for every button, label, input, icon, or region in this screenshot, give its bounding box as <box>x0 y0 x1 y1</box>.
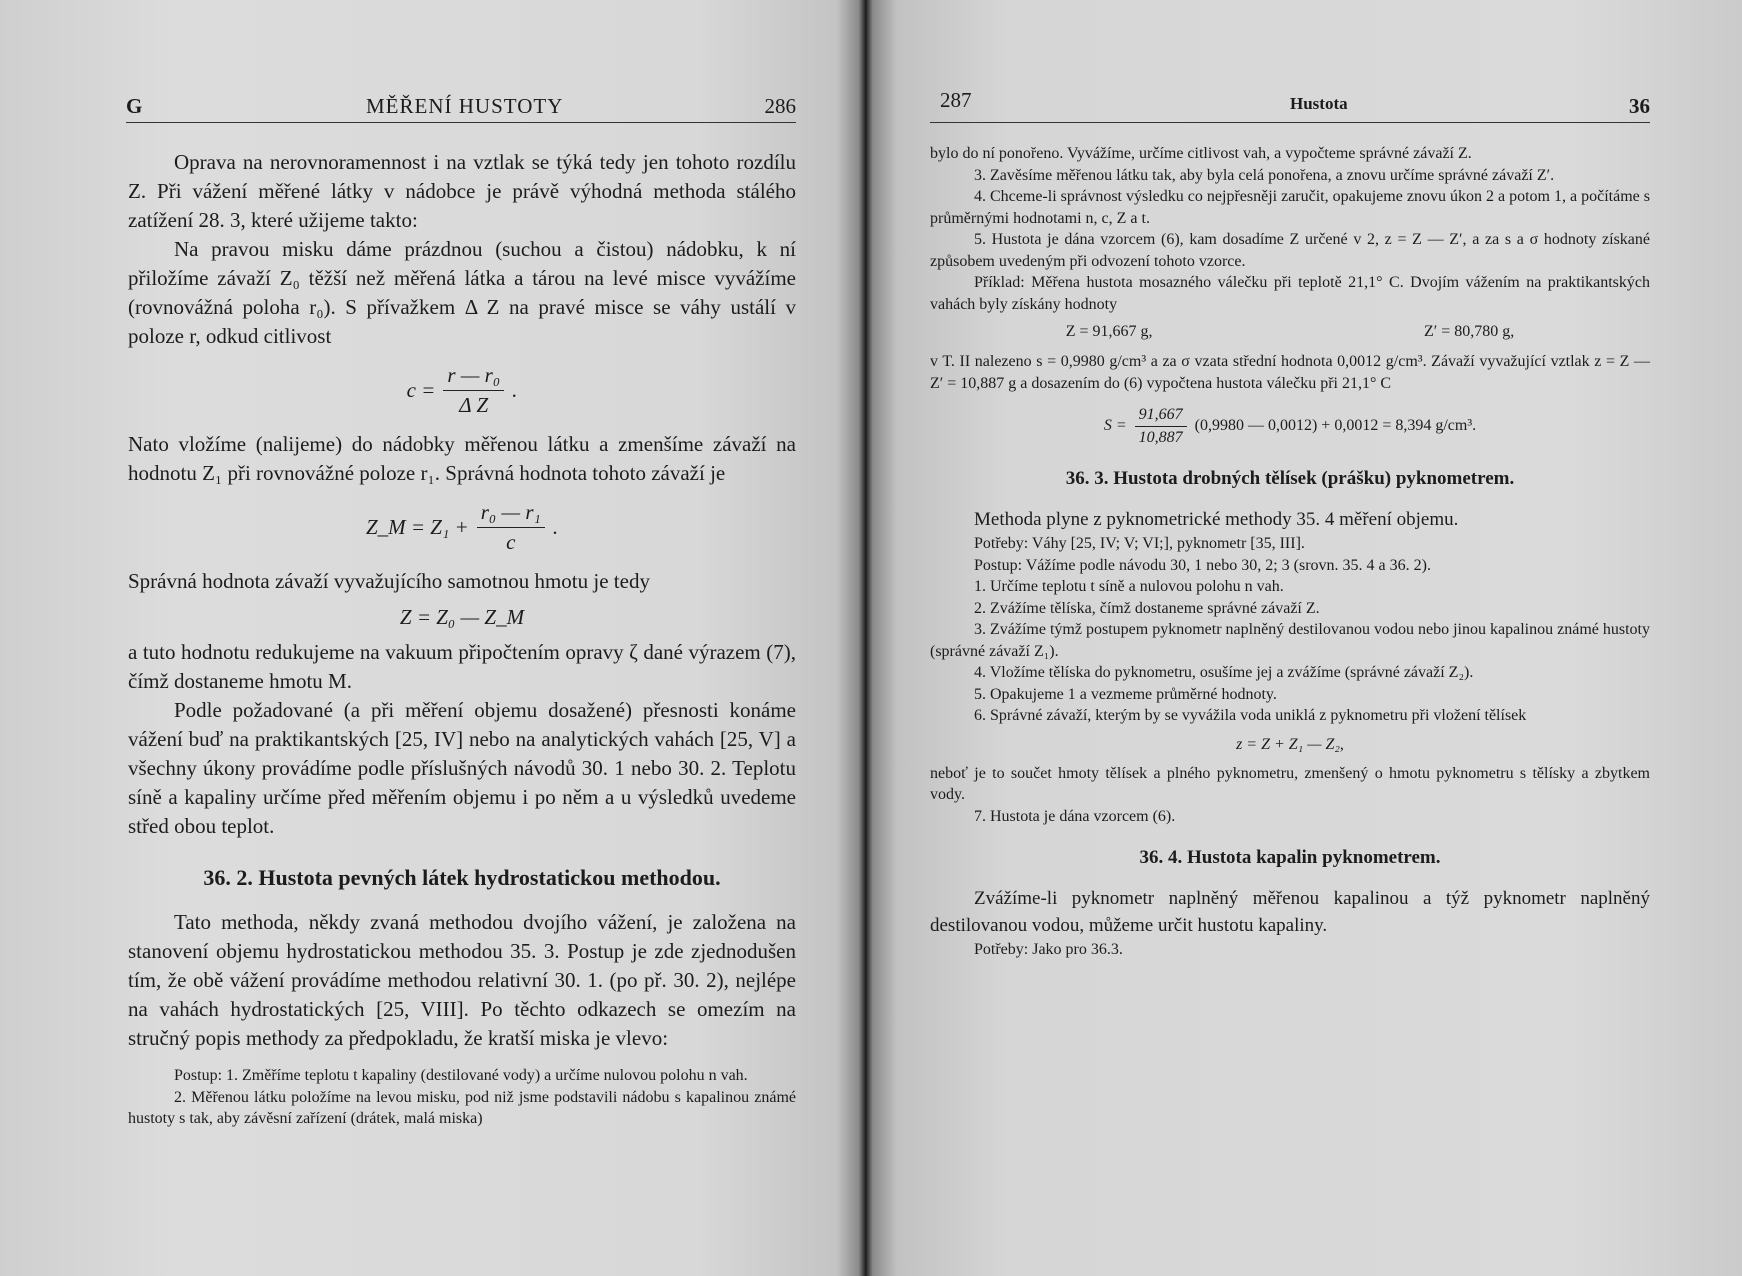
paragraph: neboť je to součet hmoty tělísek a plného pyknometru, zmenšený o hmotu pyknometru s tělísky a zbytkem vody. <box>930 764 1650 803</box>
procedure-step: 6. Správné závaží, kterým by se vyvážila voda uniklá z pyknometru při vložení tělísek <box>974 707 1527 724</box>
formula-denominator: c <box>506 530 516 554</box>
formula-numerator: 91,667 <box>1135 404 1187 427</box>
formula-lhs: c = <box>406 378 436 402</box>
paragraph: Podle požadované (a při měření objemu dosažené) přesnosti konáme vážení buď na praktikantských [25, IV] nebo na analytických vahách [25, V] a všechny úkony provádíme podle příslušných návodů 30. 1 nebo 30. 2. Teplotu síně a kapaliny určíme před měřením objemu i po něm a u výsledků uvedeme střed obou teplot. <box>128 698 796 838</box>
paragraph: bylo do ní ponořeno. Vyvážíme, určíme citlivost vah, a vypočteme správné závaží Z. <box>930 145 1472 162</box>
formula-fraction <box>443 361 504 420</box>
procedure-step: Postup: 1. Změříme teplotu t kapaliny (destilované vody) a určíme nulovou polohu n vah. <box>174 1067 748 1084</box>
procedure-step: 5. Opakujeme 1 a vezmeme průměrné hodnoty. <box>974 685 1277 703</box>
paragraph: Na pravou misku dáme prázdnou (suchou a čistou) nádobku, k ní přiložíme závaží Z₀ těžší než měřená látka a tárou na levé misce vyvážíme (rovnovážná poloha r₀). S přívažkem Δ Z na pravé misce se váhy ustálí v poloze r, odkud citlivost <box>128 237 796 348</box>
running-title: MĚŘENÍ HUSTOTY <box>366 94 564 118</box>
procedure-step: 1. Určíme teplotu t síně a nulovou polohu n vah. <box>974 578 1284 595</box>
page-number: 287 <box>940 88 972 112</box>
formula-end: . <box>552 515 559 539</box>
formula-denominator: 10,887 <box>1138 428 1183 446</box>
formula-numerator: r₀ — r₁ <box>477 498 545 528</box>
formula-z: Z = Z₀ — Z_M <box>399 605 525 629</box>
procedure-step: 2. Měřenou látku položíme na levou misku, pod niž jsme podstavili nádobu s kapalinou známé hustoty s tak, aby závěsní zařízení (drátek, malá miska) <box>128 1088 796 1127</box>
paragraph: Oprava na nerovnoramennost i na vztlak se týká tedy jen tohoto rozdílu Z. Při vážení měřené látky v nádobce je právě výhodná methoda stálého zatížení 28. 3, které užijeme takto: <box>128 150 796 232</box>
measured-values <box>930 323 1650 341</box>
paragraph: Tato methoda, někdy zvaná methodou dvojího vážení, je založena na stanovení objemu hydrostatickou methodou 35. 3. Postup je zde zjednodušen tím, že obě vážení provádíme methodou relativní 30. 1. (po př. 30. 2), nejlépe na vahách hydrostatických [25, VIII]. Po těchto odkazech se omezím na stručný popis methody za předpokladu, že kratší miska je vlevo: <box>128 910 796 1050</box>
formula-sensitivity <box>128 361 796 420</box>
formula-end: . <box>512 378 518 402</box>
section-heading: 36. 3. Hustota drobných tělísek (prášku) pyknometrem. <box>1065 468 1515 489</box>
formula-density <box>930 404 1650 448</box>
requirements: Potřeby: Jako pro 36.3. <box>974 941 1123 958</box>
procedure-step: 2. Zvážíme tělíska, čímž dostaneme správné závaží Z. <box>974 599 1320 617</box>
formula-fraction <box>1135 404 1187 448</box>
requirements: Potřeby: Váhy [25, IV; V; VI;], pyknometr [35, III]. <box>974 535 1305 552</box>
value-z: Z = 91,667 g, <box>1065 323 1153 340</box>
procedure-step: 4. Vložíme tělíska do pyknometru, osušíme jej a zvážíme (správné závaží Z₂). <box>974 664 1474 681</box>
paragraph: Nato vložíme (nalijeme) do nádobky měřenou látku a zmenšíme závaží na hodnotu Z₁ při rovnovážné poloze r₁. Správná hodnota tohoto závaží je <box>128 432 796 485</box>
page-number: 286 <box>764 94 796 118</box>
paragraph: Správná hodnota závaží vyvažujícího samotnou hmotu je tedy <box>128 569 650 593</box>
formula-lhs: Z_M = Z₁ + <box>365 515 469 539</box>
formula-numerator: r — r₀ <box>443 361 504 391</box>
procedure-step: 7. Hustota je dána vzorcem (6). <box>974 807 1176 825</box>
example-paragraph: Příklad: Měřena hustota mosazného válečku při teplotě 21,1° C. Dvojím vážením na praktikantských vahách byly získány hodnoty <box>930 274 1650 313</box>
section-letter: G <box>126 94 143 118</box>
procedure-step: 3. Zavěsíme měřenou látku tak, aby byla celá ponořena, a znovu určíme správné závaží Z′. <box>974 166 1555 184</box>
paragraph: a tuto hodnotu redukujeme na vakuum připočtením opravy ζ dané výrazem (7), čímž dostaneme hmotu M. <box>128 640 796 693</box>
left-page-body <box>128 148 796 1130</box>
formula-fraction <box>477 498 545 557</box>
right-page-header <box>930 88 1650 123</box>
procedure-step: 3. Zvážíme týmž postupem pyknometr naplněný destilovanou vodou nebo jinou kapalinou známé hustoty (správné závaží Z₁). <box>930 621 1650 660</box>
section-heading: 36. 4. Hustota kapalin pyknometrem. <box>1139 847 1441 868</box>
procedure-step: 4. Chceme-li správnost výsledku co nejpřesněji zaručit, opakujeme znovu úkon 2 a potom 1, a počítáme s průměrnými hodnotami n, c, Z a t. <box>930 188 1650 227</box>
paragraph: Zvážíme-li pyknometr naplněný měřenou kapalinou a týž pyknometr naplněný destilovanou vodou, můžeme určit hustotu kapaliny. <box>930 888 1650 936</box>
right-page <box>880 0 1742 1276</box>
formula-lhs: S = <box>1103 417 1127 435</box>
section-number: 36 <box>1629 94 1650 118</box>
formula-z-sum: z = Z + Z₁ — Z₂, <box>1236 735 1344 753</box>
paragraph: Methoda plyne z pyknometrické methody 35. 4 měření objemu. <box>974 509 1459 530</box>
left-page <box>0 0 860 1276</box>
right-page-body <box>930 143 1650 961</box>
procedure-intro: Postup: Vážíme podle návodu 30, 1 nebo 30, 2; 3 (srovn. 35. 4 a 36. 2). <box>974 556 1431 574</box>
left-page-header <box>126 92 796 123</box>
section-heading: 36. 2. Hustota pevných látek hydrostatickou methodou. <box>203 865 721 890</box>
formula-denominator: Δ Z <box>459 393 489 417</box>
paragraph: v T. II nalezeno s = 0,9980 g/cm³ a za σ vzata střední hodnota 0,0012 g/cm³. Závaží vyvažující vztlak z = Z — Z′ = 10,887 g a dosazením do (6) vypočtena hustota válečku při 21,1° C <box>930 353 1650 392</box>
value-z-prime: Z′ = 80,780 g, <box>1423 323 1515 340</box>
running-title: Hustota <box>1290 94 1348 113</box>
formula-zm <box>128 498 796 557</box>
formula-rest: (0,9980 — 0,0012) + 0,0012 = 8,394 g/cm³. <box>1194 417 1477 435</box>
procedure-step: 5. Hustota je dána vzorcem (6), kam dosadíme Z určené v 2, z = Z — Z′, a za s a σ hodnoty získané způsobem uvedeným při odvození tohoto vzorce. <box>930 231 1650 270</box>
